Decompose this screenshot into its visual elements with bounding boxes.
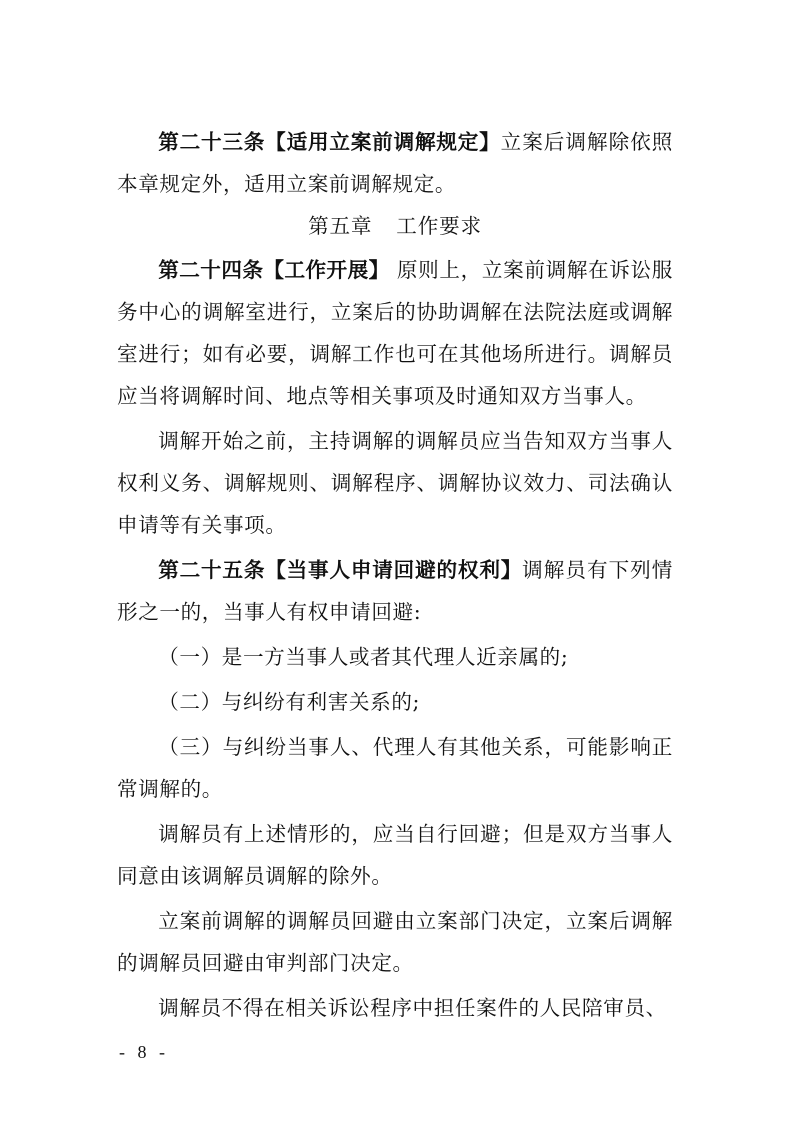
article-23-title: 第二十三条【适用立案前调解规定】 xyxy=(158,130,501,154)
article-25-item-1: （一）是一方当事人或者其代理人近亲属的; xyxy=(158,645,569,669)
article-25-text: 调解员有下列情形之一的，当事人有权申请回避: xyxy=(117,558,673,624)
article-24-paragraph-2: 调解开始之前，主持调解的调解员应当告知双方当事人权利义务、调解规则、调解程序、调解协议效力、司法确认申请等有关事项。 xyxy=(117,429,673,537)
body-text xyxy=(117,121,673,1029)
article-23-paragraph xyxy=(117,121,673,205)
article-24-text: 原则上，立案前调解在诉讼服务中心的调解室进行，立案后的协助调解在法院法庭或调解室进行；如有必要，调解工作也可在其他场所进行。调解员应当将调解时间、地点等相关事项及时通知双方当事人。 xyxy=(117,258,673,408)
article-23-text: 立案后调解除依照本章规定外，适用立案前调解规定。 xyxy=(117,130,673,196)
article-25-paragraph xyxy=(117,549,673,633)
self-recusal-paragraph: 调解员有上述情形的，应当自行回避；但是双方当事人同意由该调解员调解的除外。 xyxy=(117,822,673,888)
recusal-decision-paragraph: 立案前调解的调解员回避由立案部门决定，立案后调解的调解员回避由审判部门决定。 xyxy=(117,909,673,975)
article-25-title: 第二十五条【当事人申请回避的权利】 xyxy=(158,558,523,582)
chapter-heading xyxy=(117,205,673,247)
chapter-title: 工作要求 xyxy=(396,214,482,238)
article-25-item-3: （三）与纠纷当事人、代理人有其他关系，可能影响正常调解的。 xyxy=(117,735,673,801)
article-24-paragraph xyxy=(117,249,673,417)
article-24-title: 第二十四条【工作开展】 xyxy=(158,258,390,282)
prohibition-paragraph: 调解员不得在相关诉讼程序中担任案件的人民陪审员、 xyxy=(158,996,667,1020)
article-25-item-2: （二）与纠纷有利害关系的; xyxy=(158,690,421,714)
page-number: - 8 - xyxy=(119,1042,169,1062)
chapter-number: 第五章 xyxy=(308,214,373,238)
